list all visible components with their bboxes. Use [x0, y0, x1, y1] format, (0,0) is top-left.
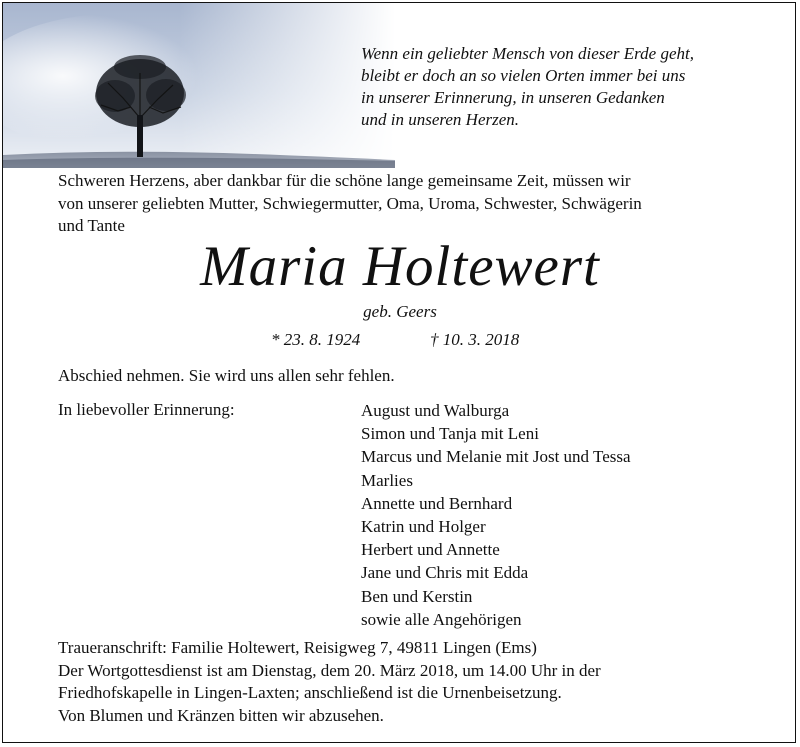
list-item: Ben und Kerstin: [361, 586, 473, 606]
list-item: Jane und Chris mit Edda: [361, 563, 529, 583]
list-item: Herbert und Annette: [361, 540, 500, 560]
tree-image: [3, 3, 395, 168]
birth-date: * 23. 8. 1924: [271, 330, 361, 349]
footer-line: Traueranschrift: Familie Holtewert, Reisigweg 7, 49811 Lingen (Ems): [58, 638, 537, 657]
list-item: Annette und Bernhard: [361, 493, 513, 513]
list-item: Katrin und Holger: [361, 517, 486, 537]
quote-line: bleibt er doch an so vielen Orten immer bei uns: [361, 66, 686, 85]
obituary-notice: [2, 2, 796, 743]
footer-line: Friedhofskapelle in Lingen-Laxten; anschließend ist die Urnenbeisetzung.: [58, 683, 562, 702]
farewell-line: Abschied nehmen. Sie wird uns allen sehr fehlen.: [58, 366, 395, 385]
list-item: August und Walburga: [361, 401, 510, 420]
memory-label: In liebevoller Erinnerung:: [58, 400, 235, 419]
intro-line: von unserer geliebten Mutter, Schwiegermutter, Oma, Uroma, Schwester, Schwägerin: [58, 193, 642, 213]
intro-text: [58, 170, 778, 238]
quote-line: Wenn ein geliebter Mensch von dieser Erde geht,: [361, 44, 694, 63]
list-item: Simon und Tanja mit Leni: [361, 424, 539, 444]
intro-line: und Tante: [58, 216, 125, 235]
mourners-list: [361, 399, 631, 631]
tree-icon: [3, 3, 395, 168]
quote: [361, 43, 781, 131]
death-date: † 10. 3. 2018: [430, 330, 520, 349]
list-item: sowie alle Angehörigen: [361, 609, 522, 629]
list-item: Marcus und Melanie mit Jost und Tessa: [361, 447, 631, 467]
maiden-name: geb. Geers: [363, 302, 437, 321]
deceased-name: Maria Holtewert: [200, 235, 600, 298]
footer-line: Der Wortgottesdienst ist am Dienstag, dem 20. März 2018, um 14.00 Uhr in der: [58, 660, 601, 680]
quote-line: und in unseren Herzen.: [361, 110, 520, 129]
footer-line: Von Blumen und Kränzen bitten wir abzusehen.: [58, 705, 384, 725]
list-item: Marlies: [361, 470, 413, 490]
farewell-text: [58, 365, 778, 388]
intro-line: Schweren Herzens, aber dankbar für die schöne lange gemeinsame Zeit, müssen wir: [58, 171, 631, 190]
footer-text: [58, 637, 778, 727]
quote-line: in unserer Erinnerung, in unseren Gedanken: [361, 88, 665, 107]
